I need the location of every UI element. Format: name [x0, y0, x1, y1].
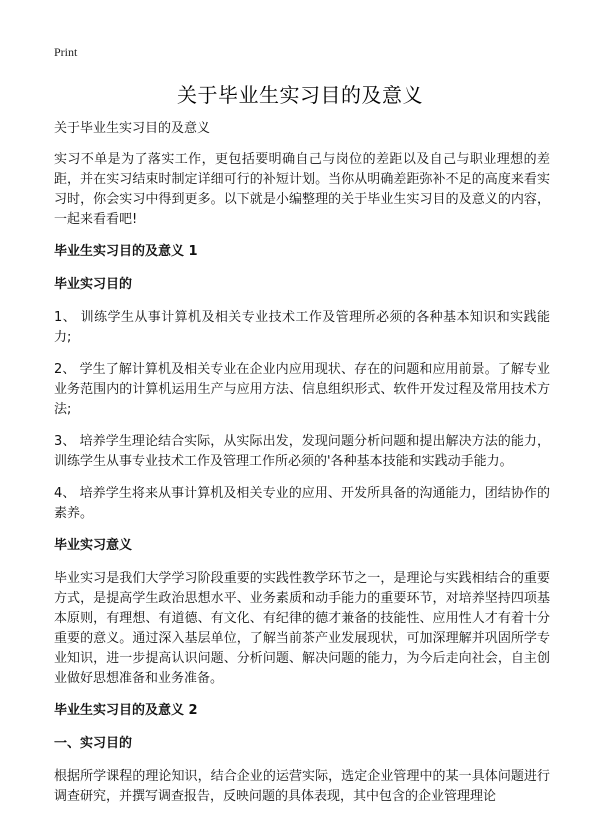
print-link[interactable]: Print	[54, 45, 78, 59]
document-body	[54, 119, 550, 819]
intro-paragraph: 实习不单是为了落实工作，更包括要明确自己与岗位的差距以及自己与职业理想的差距，并在实习结束时制定详细可行的补短计划。当你从明确差距弥补不足的高度来看实习时，你会实习中得到更多。以下就是小编整理的关于毕业生实习目的及意义的内容，一起来看看吧!	[54, 152, 550, 227]
meaning-paragraph: 毕业实习是我们大学学习阶段重要的实践性教学环节之一，是理论与实践相结合的重要方式，是提高学生政治思想水平、业务素质和动手能力的重要环节，对培养坚持四项基本原则，有理想、有道德、有文化、有纪律的德才兼备的技能性、应用性人才有着十分重要的意义。通过深入基层单位，了解当前茶产业发展现状，可加深理解并巩固所学专业知识，进一步提高认识问题、分析问题、解决问题的能力，为今后走向社会，自主创业做好思想准备和业务准备。	[54, 571, 550, 686]
section-2-paragraph: 根据所学课程的理论知识，结合企业的运营实际，选定企业管理中的某一具体问题进行调查研究，并撰写调查报告，反映问题的具体表现，其中包含的企业管理理论	[54, 769, 550, 804]
purpose-item-1: 1、 训练学生从事计算机及相关专业技术工作及管理所必须的各种基本知识和实践能力;	[54, 310, 550, 345]
purpose-heading: 毕业实习目的	[54, 277, 133, 292]
meaning-heading: 毕业实习意义	[54, 538, 133, 553]
purpose-item-2: 2、 学生了解计算机及相关专业在企业内应用现状、存在的问题和应用前景。了解专业业务范围内的计算机运用生产与应用方法、信息组织形式、软件开发过程及常用技术方法;	[54, 362, 550, 417]
document-title: 关于毕业生实习目的及意义	[177, 83, 423, 107]
purpose-item-3: 3、 培养学生理论结合实际，从实际出发，发现问题分析问题和提出解决方法的能力，训练学生从事专业技术工作及管理工作所必须的'各种基本技能和实践动手能力。	[54, 434, 550, 469]
section-2-heading: 毕业生实习目的及意义 2	[54, 703, 198, 718]
purpose-item-4: 4、 培养学生将来从事计算机及相关专业的应用、开发所具备的沟通能力，团结协作的素养。	[54, 486, 550, 521]
document-subtitle: 关于毕业生实习目的及意义	[54, 121, 211, 136]
section-2-subheading: 一、实习目的	[54, 736, 133, 751]
section-1-heading: 毕业生实习目的及意义 1	[54, 244, 198, 259]
